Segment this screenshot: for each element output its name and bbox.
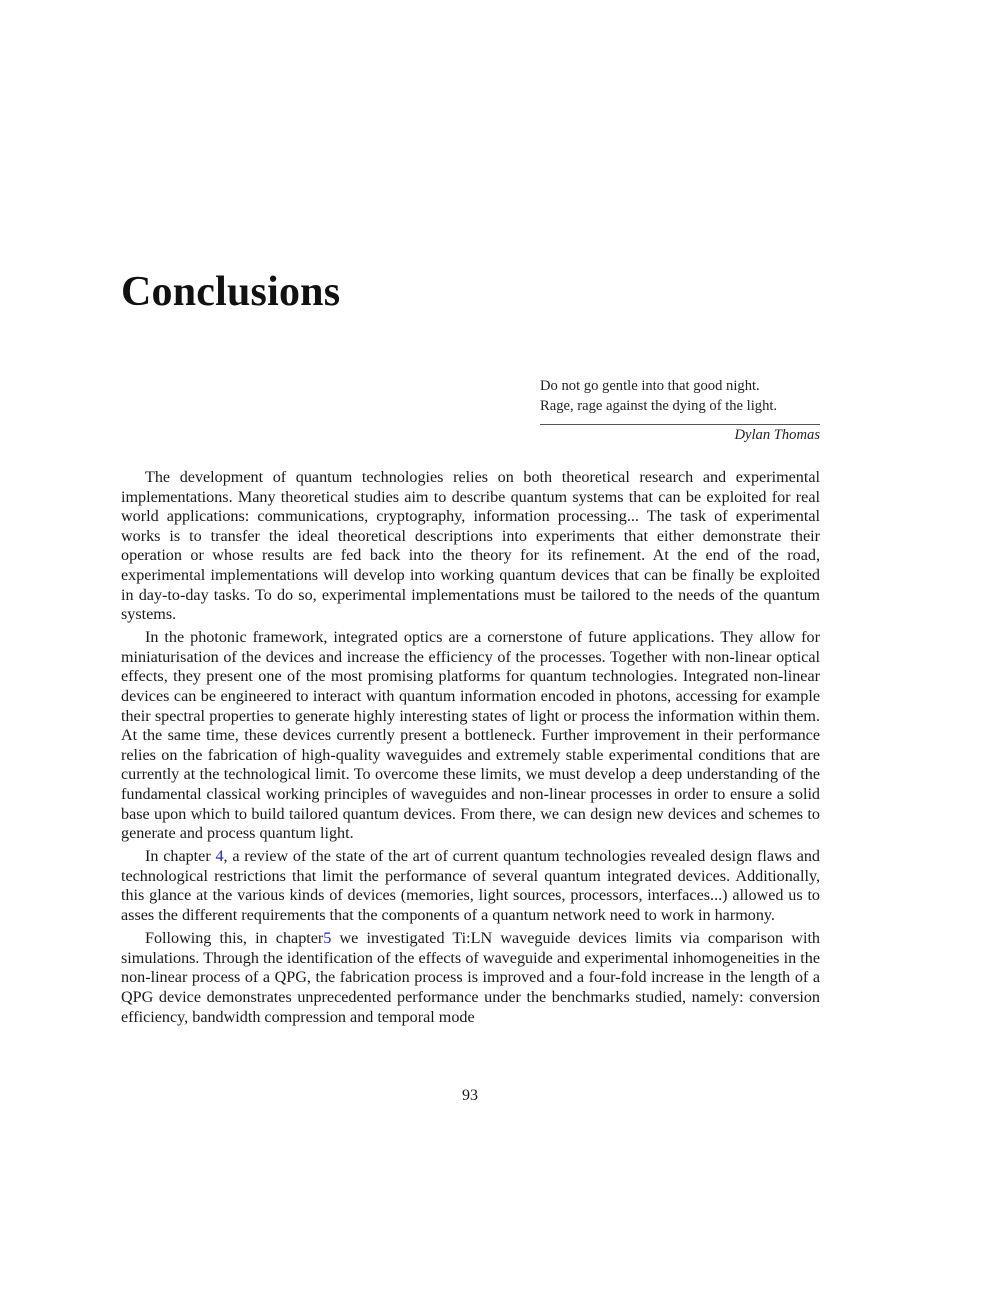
- paragraph-2: In the photonic framework, integrated optics are a cornerstone of future applications. They allow for miniaturisation of the devices and increase the efficiency of the processes. Together with non-linear optical effects, they present one of the most promising platforms for quantum technologies. Integrated non-linear devices can be engineered to interact with quantum information encoded in photons, accessing for example their spectral properties to generate highly interesting states of light or process the information within them. At the same time, these devices currently present a bottleneck. Further improvement in their performance relies on the fabrication of high-quality waveguides and extremely stable experimental conditions that are currently at the technological limit. To overcome these limits, we must develop a deep understanding of the fundamental classical working principles of waveguides and non-linear processes in order to ensure a solid base upon which to build tailored quantum devices. From there, we can design new devices and schemes to generate and process quantum light.: [121, 629, 820, 843]
- paragraph-4-lead: Following this, in chapter: [145, 930, 324, 948]
- paragraph-3-lead: In chapter: [145, 848, 216, 866]
- epigraph: [540, 377, 820, 446]
- paragraph-3: [121, 847, 820, 925]
- chapter-body: [121, 468, 820, 1031]
- epigraph-author: Dylan Thomas: [734, 427, 820, 443]
- epigraph-line-1: Do not go gentle into that good night.: [540, 378, 760, 394]
- page-number: 93: [462, 1087, 478, 1104]
- paragraph-3-rest: , a review of the state of the art of current quantum technologies revealed design flaws and technological restrictions that limit the performance of several quantum integrated devices. Additionally, this glance at the various kinds of devices (memories, light sources, processors, interfaces...) allowed us to asses the different requirements that the components of a quantum network need to work in harmony.: [121, 848, 820, 925]
- paragraph-4-rest: we investigated Ti:LN waveguide devices limits via comparison with simulations. Through the identification of the effects of waveguide and experimental inhomogeneities in the non-linear process of a QPG, the fabrication process is improved and a four-fold increase in the length of a QPG device demonstrates unprecedented performance under the benchmarks studied, namely: conversion efficiency, bandwidth compression and temporal mode: [121, 930, 820, 1026]
- paragraph-4: [121, 929, 820, 1027]
- epigraph-divider: [540, 424, 820, 425]
- chapter-5-reference-link[interactable]: 5: [323, 930, 332, 948]
- epigraph-line-2: Rage, rage against the dying of the light.: [540, 397, 778, 414]
- chapter-4-reference-link[interactable]: 4: [215, 848, 224, 866]
- paragraph-1: The development of quantum technologies relies on both theoretical research and experimental implementations. Many theoretical studies aim to describe quantum systems that can be exploited for real world applications: communications, cryptography, information processing... The task of experimental works is to transfer the ideal theoretical descriptions into experiments that either demonstrate their operation or whose results are fed back into the theory for its refinement. At the end of the road, experimental implementations will develop into working quantum devices that can be finally be exploited in day-to-day tasks. To do so, experimental implementations must be tailored to the needs of the quantum systems.: [121, 469, 820, 624]
- chapter-title: Conclusions: [121, 269, 341, 315]
